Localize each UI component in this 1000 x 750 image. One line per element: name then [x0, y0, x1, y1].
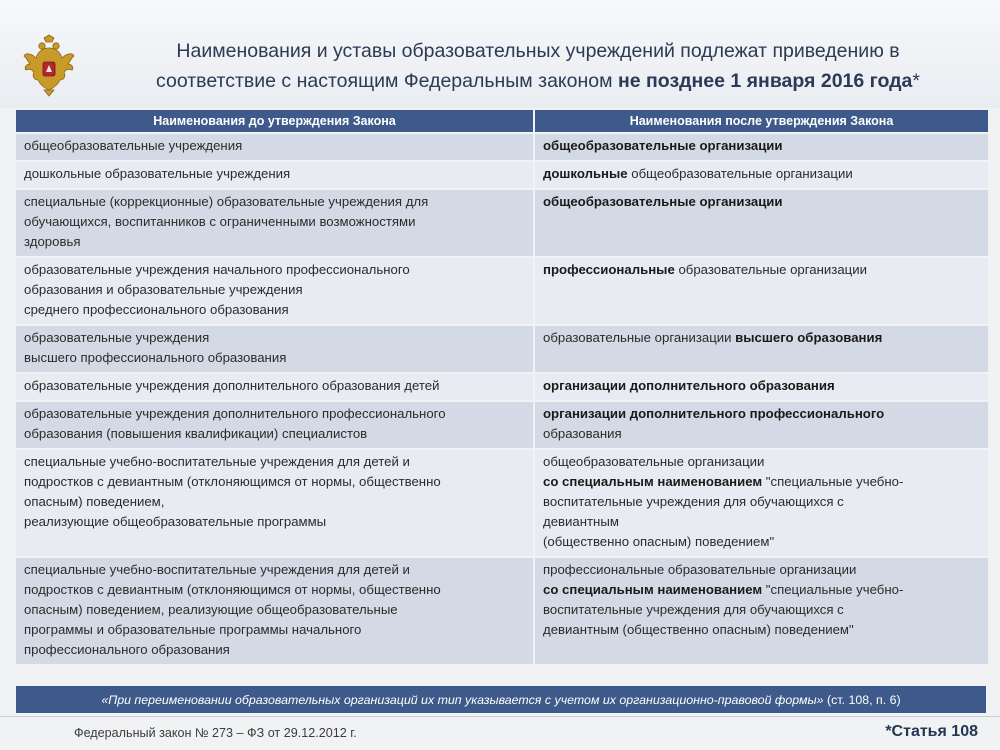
coat-of-arms-icon: [22, 34, 76, 98]
cell-text-line: образовательные учреждения дополнительного образования детей: [24, 378, 440, 393]
cell-name-after: [535, 258, 988, 324]
cell-text-line: подростков с девиантным (отклоняющимся от нормы, общественно: [24, 582, 441, 597]
footer-law-reference: Федеральный закон № 273 – ФЗ от 29.12.2012 г.: [74, 726, 357, 740]
cell-text-bold: со специальным наименованием: [543, 582, 763, 597]
cell-text-line: специальные учебно-воспитательные учреждения для детей и: [24, 562, 410, 577]
cell-text-line: среднего профессионального образования: [24, 302, 289, 317]
column-header-before: Наименования до утверждения Закона: [16, 110, 533, 132]
cell-text: воспитательные учреждения для обучающихся с: [543, 602, 844, 617]
cell-text-bold: организации дополнительного профессионального: [543, 406, 885, 421]
cell-text: воспитательные учреждения для обучающихся с: [543, 494, 844, 509]
cell-text-line: обучающихся, воспитанников с ограниченными возможностями: [24, 214, 416, 229]
cell-text-line: специальные учебно-воспитательные учреждения для детей и: [24, 454, 410, 469]
cell-name-before: [16, 450, 533, 556]
names-comparison-table: [14, 108, 990, 666]
cell-text: общеобразовательные организации: [627, 166, 853, 181]
cell-name-before: [16, 190, 533, 256]
cell-name-after: [535, 190, 988, 256]
cell-text: образовательные организации: [674, 262, 867, 277]
cell-text: образовательные организации: [543, 330, 736, 345]
table-row: [16, 374, 988, 400]
cell-text: профессиональные образовательные организации: [543, 562, 857, 577]
cell-name-before: [16, 134, 533, 160]
cell-name-before: [16, 374, 533, 400]
cell-text-bold: организации дополнительного образования: [543, 378, 835, 393]
quote-bar: [16, 686, 986, 713]
cell-text-line: профессионального образования: [24, 642, 230, 657]
cell-text: (общественно опасным) поведением": [543, 534, 775, 549]
cell-text-line: опасным) поведением,: [24, 494, 165, 509]
page-title: [88, 36, 988, 96]
cell-text-line: подростков с девиантным (отклоняющимся от нормы, общественно: [24, 474, 441, 489]
title-deadline: не позднее 1 января 2016 года: [617, 70, 913, 92]
cell-name-before: [16, 558, 533, 664]
cell-text-line: дошкольные образовательные учреждения: [24, 166, 291, 181]
table-row: [16, 402, 988, 448]
cell-name-after: [535, 450, 988, 556]
cell-name-after: [535, 558, 988, 664]
table-header-row: [16, 110, 988, 132]
table-row: [16, 190, 988, 256]
cell-text-bold: со специальным наименованием: [543, 474, 763, 489]
cell-name-before: [16, 162, 533, 188]
table-row: [16, 558, 988, 664]
title-line-2-plain: соответствие с настоящим Федеральным законом: [156, 70, 613, 92]
cell-text-line: общеобразовательные учреждения: [24, 138, 243, 153]
cell-text-bold: профессиональные: [543, 262, 675, 277]
footer: [0, 718, 1000, 750]
cell-text-line: образования и образовательные учреждения: [24, 282, 303, 297]
title-line-1: Наименования и уставы образовательных учреждений подлежат приведению в: [176, 40, 900, 62]
cell-text-line: образования (повышения квалификации) специалистов: [24, 426, 368, 441]
footer-article-number: *Статья 108: [885, 723, 978, 740]
cell-name-before: [16, 326, 533, 372]
cell-name-after: [535, 402, 988, 448]
cell-text-line: программы и образовательные программы начального: [24, 622, 362, 637]
cell-text: общеобразовательные организации: [543, 454, 765, 469]
title-asterisk: *: [912, 70, 920, 92]
quote-reference: (ст. 108, п. 6): [823, 692, 901, 707]
cell-text-bold: высшего образования: [735, 330, 883, 345]
cell-text-bold: дошкольные: [543, 166, 628, 181]
slide-header: [0, 0, 1000, 108]
cell-text: "специальные учебно-: [762, 474, 904, 489]
table-row: [16, 326, 988, 372]
cell-text-line: специальные (коррекционные) образовательные учреждения для: [24, 194, 429, 209]
cell-name-before: [16, 258, 533, 324]
table-body: [16, 134, 988, 664]
cell-text-line: образовательные учреждения: [24, 330, 210, 345]
table-row: [16, 162, 988, 188]
cell-text-bold: общеобразовательные организации: [543, 138, 783, 153]
cell-text-line: образовательные учреждения начального профессионального: [24, 262, 410, 277]
cell-name-after: [535, 162, 988, 188]
cell-text-line: образовательные учреждения дополнительного профессионального: [24, 406, 446, 421]
footer-divider: [0, 716, 1000, 717]
cell-text-line: высшего профессионального образования: [24, 350, 287, 365]
table-row: [16, 258, 988, 324]
cell-text: девиантным: [543, 514, 619, 529]
cell-text-line: опасным) поведением, реализующие общеобразовательные: [24, 602, 398, 617]
cell-text: образования: [543, 426, 622, 441]
table-row: [16, 134, 988, 160]
quote-text: «При переименовании образовательных организаций их тип указывается с учетом их организационно-правовой формы»: [101, 692, 824, 707]
cell-text: девиантным (общественно опасным) поведением": [543, 622, 854, 637]
cell-name-before: [16, 402, 533, 448]
cell-text-line: здоровья: [24, 234, 81, 249]
cell-text-line: реализующие общеобразовательные программы: [24, 514, 327, 529]
cell-name-after: [535, 134, 988, 160]
cell-name-after: [535, 374, 988, 400]
cell-text: "специальные учебно-: [762, 582, 904, 597]
cell-name-after: [535, 326, 988, 372]
table-row: [16, 450, 988, 556]
cell-text-bold: общеобразовательные организации: [543, 194, 783, 209]
column-header-after: Наименования после утверждения Закона: [535, 110, 988, 132]
